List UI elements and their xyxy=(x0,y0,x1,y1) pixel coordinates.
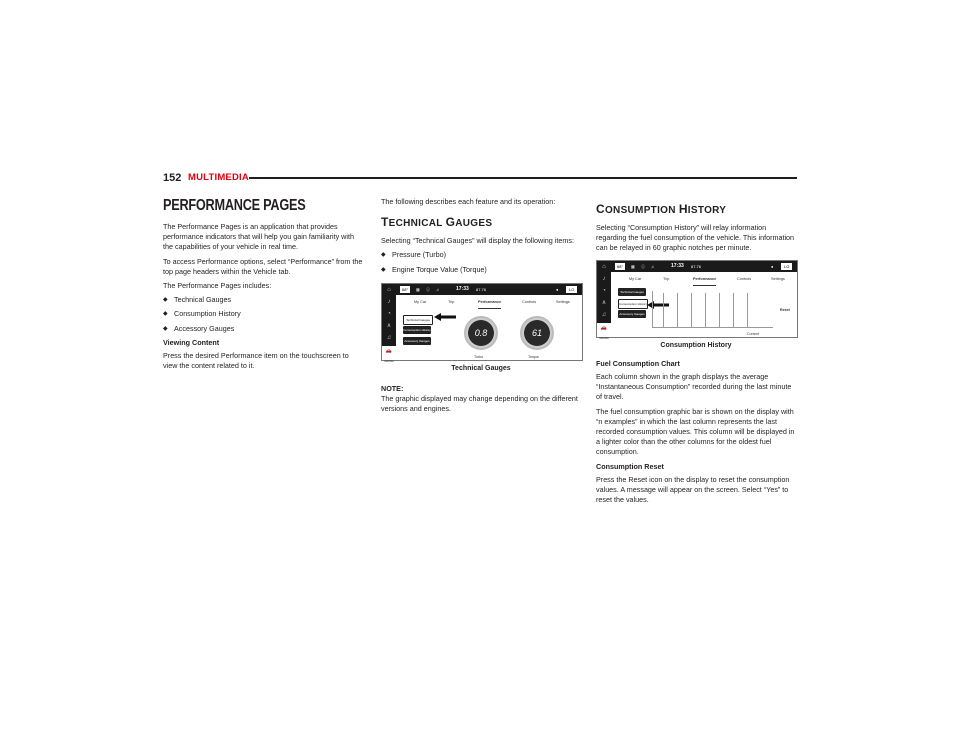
turbo-gauge: 0.8 xyxy=(464,316,498,350)
chart-column xyxy=(663,293,664,327)
music-note-icon: ♪ xyxy=(387,298,391,305)
header-rule xyxy=(249,177,797,179)
torque-label: Torque xyxy=(528,354,539,359)
figure-caption: Technical Gauges xyxy=(451,364,511,372)
settings-icon: ● xyxy=(771,263,774,269)
fuel-consumption-paragraph-2: The fuel consumption graphic bar is shown on the display with “n examples” in which the last column represents the last recorded consumption values. This column will be displayed in a lighter color than the other columns for the oldest fuel consumption. xyxy=(596,406,795,457)
note-text: The graphic displayed may change depending on the different versions and engines. xyxy=(381,394,578,414)
gauges-list xyxy=(381,250,581,274)
heading-rest: ECHNICAL xyxy=(388,218,446,230)
turbo-label: Turbo xyxy=(474,354,484,359)
bell-icon: ♫ xyxy=(651,263,654,269)
heading-rest: ONSUMPTION xyxy=(604,205,679,216)
section-title: MULTIMEDIA xyxy=(188,172,249,183)
list-item: ◆ Accessory Gauges xyxy=(163,324,363,334)
screen-topbar xyxy=(396,284,582,295)
includes-list xyxy=(163,295,363,334)
viewing-content-heading: Viewing Content xyxy=(163,337,220,347)
technical-gauges-button: Technical Gauges xyxy=(618,288,646,296)
list-item: ◆ Pressure (Turbo) xyxy=(381,250,581,260)
page-title: PERFORMANCE PAGES xyxy=(163,197,306,214)
media-icon: ♫ xyxy=(386,334,392,341)
vehicle-label: Vehicle xyxy=(384,359,394,364)
vehicle-label: Vehicle xyxy=(599,335,609,340)
consumption-history-heading xyxy=(596,203,796,217)
page-number: 152 xyxy=(163,172,182,184)
fuel-consumption-paragraph-1: Each column shown in the graph displays the average “Instantaneous Consumption” recorded during the last minute of travel. xyxy=(596,372,792,402)
note-label: NOTE: xyxy=(381,384,404,394)
chart-column xyxy=(747,293,748,327)
odometer: 87.76 xyxy=(476,286,487,292)
technical-gauges-paragraph: Selecting “Technical Gauges” will display the following items: xyxy=(381,236,574,246)
music-note-icon: ♪ xyxy=(602,275,606,282)
arrow-left-icon xyxy=(434,313,456,321)
torque-gauge: 61 xyxy=(520,316,554,350)
heading-cap: G xyxy=(445,215,456,230)
column-1 xyxy=(163,197,363,375)
screen-topbar xyxy=(611,261,797,272)
gauge-icon: ◔ xyxy=(387,310,391,317)
screen-tabs xyxy=(611,272,797,281)
gauge-icon: ◔ xyxy=(602,287,606,294)
fan-readout: LO xyxy=(781,263,792,270)
consumption-history-paragraph: Selecting “Consumption History” will relay information regarding the fuel consumption of the vehicle. This information can be relayed in 60 graphic notches per minute. xyxy=(596,223,795,253)
accessory-gauges-button: Accessory Gauges xyxy=(619,311,645,316)
tab-trip: Trip xyxy=(448,299,455,304)
tab-performance: Performance xyxy=(693,274,716,286)
chart-column xyxy=(719,293,720,327)
chart-column xyxy=(677,293,678,327)
vehicle-tab xyxy=(382,346,396,364)
screen-tabs xyxy=(396,295,582,304)
accessory-gauges-button: Accessory Gauges xyxy=(404,338,430,343)
info-icon: ⓘ xyxy=(426,286,430,292)
chart-column xyxy=(705,293,706,327)
column-2 xyxy=(381,197,581,419)
column-3 xyxy=(596,197,796,509)
viewing-content-paragraph: Press the desired Performance item on the touchscreen to view the content related to it. xyxy=(163,351,349,371)
climate-icon: ∧ xyxy=(601,299,607,306)
technical-gauges-screen xyxy=(381,283,583,364)
home-icon: ⌂ xyxy=(602,263,606,270)
tab-my-car: My Car xyxy=(629,276,642,281)
tab-trip: Trip xyxy=(663,276,670,281)
vehicle-icon: 🚗 xyxy=(600,324,608,331)
heading-cap: T xyxy=(381,215,389,230)
temp-readout: 68° xyxy=(617,263,624,269)
consumption-reset-heading: Consumption Reset xyxy=(596,461,664,471)
fan-readout: LO xyxy=(566,286,577,293)
chart-column xyxy=(733,293,734,327)
reset-button: Reset xyxy=(780,307,790,312)
tab-settings: Settings xyxy=(771,276,785,281)
consumption-reset-paragraph: Press the Reset icon on the display to reset the consumption values. A message will appear on the screen. Select “Yes” to reset the values. xyxy=(596,474,790,505)
includes-paragraph: The Performance Pages includes: xyxy=(163,281,272,291)
tab-settings: Settings xyxy=(556,299,570,304)
clock: 17:33 xyxy=(671,262,684,269)
consumption-history-button: Consumption History xyxy=(403,327,431,332)
features-intro: The following describes each feature and its operation: xyxy=(381,197,556,206)
vehicle-tab xyxy=(597,323,611,340)
access-paragraph: To access Performance options, select “Performance” from the top page headers within the Vehicle tab. xyxy=(163,256,363,276)
heading-rest: ISTORY xyxy=(687,205,727,216)
tab-controls: Controls xyxy=(737,276,752,281)
tab-my-car: My Car xyxy=(414,299,427,304)
tab-controls: Controls xyxy=(522,299,537,304)
heading-cap: C xyxy=(596,202,605,216)
consumption-history-screen xyxy=(596,260,798,338)
current-label: Current xyxy=(747,331,759,336)
figure-caption: Consumption History xyxy=(660,341,732,349)
chart-column xyxy=(691,293,692,327)
consumption-history-button: Consumption History xyxy=(618,299,648,309)
home-icon: ⌂ xyxy=(387,286,391,293)
page-header xyxy=(163,172,797,188)
technical-gauges-button: Technical Gauges xyxy=(403,315,433,325)
intro-paragraph: The Performance Pages is an application that provides performance indicators that will help you gain familiarity with the capabilities of your vehicle in real time. xyxy=(163,222,354,252)
media-icon: ♫ xyxy=(601,311,607,318)
grid-icon: ▦ xyxy=(631,263,635,269)
odometer: 87.76 xyxy=(691,263,702,269)
heading-rest: AUGES xyxy=(455,218,493,230)
list-item: ◆ Technical Gauges xyxy=(163,295,363,305)
fuel-consumption-chart-heading: Fuel Consumption Chart xyxy=(596,358,680,368)
heading-cap: H xyxy=(678,202,688,216)
tab-performance: Performance xyxy=(478,297,501,309)
technical-gauges-heading xyxy=(381,216,581,230)
list-item: ◆ Consumption History xyxy=(163,309,363,319)
info-icon: ⓘ xyxy=(641,263,645,269)
temp-readout: 68° xyxy=(402,286,409,292)
grid-icon: ▦ xyxy=(416,286,420,292)
clock: 17:33 xyxy=(456,285,469,292)
consumption-chart xyxy=(652,291,773,328)
vehicle-icon: 🚗 xyxy=(385,347,393,354)
settings-icon: ● xyxy=(556,286,559,292)
bell-icon: ♫ xyxy=(436,286,439,292)
climate-icon: ∧ xyxy=(386,322,392,329)
list-item: ◆ Engine Torque Value (Torque) xyxy=(381,265,581,275)
